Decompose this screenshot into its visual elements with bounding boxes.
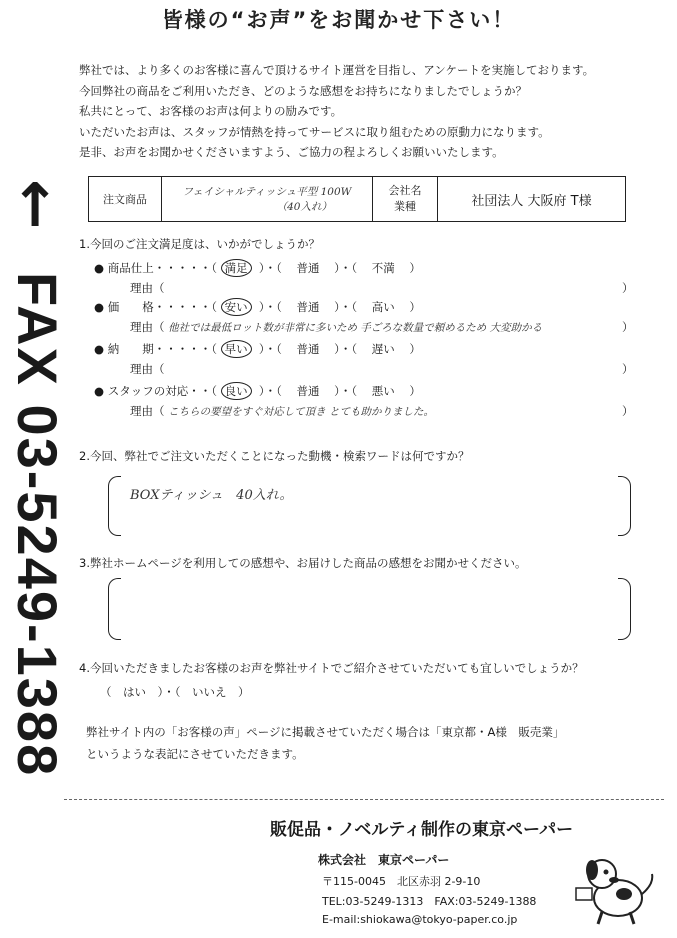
reason-close: ）: [622, 281, 634, 295]
product-value-line2: （40入れ）: [276, 201, 332, 213]
option-normal[interactable]: 普通: [296, 261, 320, 275]
product-label: 注文商品: [89, 177, 162, 222]
option-satisfied[interactable]: 満足: [221, 259, 252, 277]
q4-question: 4.今回いただきましたお客様のお声を弊社サイトでご紹介させていただいても宜しいでしょうか？: [79, 661, 584, 675]
answer-bracket-left: [108, 578, 121, 640]
option-cheap[interactable]: 安い: [221, 298, 252, 316]
q1-reason-staff[interactable]: [130, 403, 434, 419]
industry-label: 業種: [394, 200, 416, 213]
company-value[interactable]: 社団法人 大阪府 T様: [438, 177, 626, 222]
reason-close: ）: [622, 404, 634, 418]
divider: [64, 799, 664, 800]
answer-bracket-left: [108, 476, 121, 536]
option-slow[interactable]: 遅い: [371, 342, 395, 356]
reason-handwritten: 他社では最低ロット数が非常に多いため 手ごろな数量で頼めるため 大変助かる: [168, 322, 543, 334]
company-label: 会社名: [388, 184, 422, 197]
q1-reason-delivery[interactable]: [130, 361, 165, 377]
footer-address: 〒115-0045 北区赤羽 2-9-10: [322, 875, 481, 888]
notice-line: というような表記にさせていただきます。: [86, 747, 304, 761]
q4-options[interactable]: （ はい ）・（ いいえ ）: [100, 685, 250, 699]
intro-line: 弊社では、より多くのお客様に喜んで頂けるサイト運営を目指し、アンケートを実施しております。: [79, 63, 595, 77]
reason-label: 理由（: [130, 281, 165, 295]
option-good[interactable]: 良い: [221, 382, 252, 400]
reason-close: ）: [622, 320, 634, 334]
q1-item-label: ● 商品仕上・・・・・（: [94, 261, 217, 275]
footer-tel-fax: TEL:03-5249-1313 FAX:03-5249-1388: [322, 895, 537, 908]
q1-item-label: ● スタッフの対応・・（: [94, 384, 217, 398]
option-unsatisfied[interactable]: 不満: [371, 261, 395, 275]
q1-item-label: ● 価 格・・・・・（: [94, 300, 217, 314]
intro-line: いただいたお声は、スタッフが情熱を持ってサービスに取り組むための原動力になります。: [79, 124, 550, 139]
footer-company: 株式会社 東京ペーパー: [318, 853, 450, 867]
q3-question: 3.弊社ホームページを利用しての感想や、お届けした商品の感想をお聞かせください。: [79, 556, 527, 570]
q1-item-label: ● 納 期・・・・・（: [94, 342, 217, 356]
order-info-table: [88, 176, 626, 222]
footer-email[interactable]: E-mail:shiokawa@tokyo-paper.co.jp: [322, 913, 518, 926]
q1-item-quality: ● 商品仕上・・・・・（ 満足 ）・（ 普通 ）・（ 不満 ）: [94, 261, 421, 275]
option-normal[interactable]: 普通: [296, 342, 320, 356]
q2-answer[interactable]: BOXティッシュ 40入れ。: [130, 488, 293, 503]
product-value-line1: フェイシャルティッシュ平型 100W: [182, 186, 352, 198]
q2-question: 2.今回、弊社でご注文いただくことになった動機・検索ワードは何ですか？: [79, 449, 470, 463]
up-arrow-icon: ↑: [10, 171, 61, 241]
intro-text: [79, 60, 669, 163]
dog-mascot-icon: [572, 848, 662, 928]
answer-bracket-right: [618, 578, 631, 640]
reason-close: ）: [622, 362, 634, 376]
company-industry-label: [373, 177, 438, 222]
option-normal[interactable]: 普通: [296, 384, 320, 398]
intro-line: 今回弊社の商品をご利用いただき、どのような感想をお持ちになりましたでしょうか？: [79, 83, 528, 98]
answer-bracket-right: [618, 476, 631, 536]
reason-label: 理由（: [130, 362, 165, 376]
page-title: 皆様の“お声”をお聞かせ下さい！: [161, 8, 516, 32]
option-expensive[interactable]: 高い: [371, 300, 395, 314]
option-fast[interactable]: 早い: [221, 340, 252, 358]
reason-label: 理由（: [130, 320, 165, 334]
product-value[interactable]: [162, 177, 373, 222]
option-normal[interactable]: 普通: [296, 300, 320, 314]
q1-reason-quality[interactable]: [130, 280, 165, 296]
q1-item-price: ● 価 格・・・・・（ 安い ）・（ 普通 ）・（ 高い ）: [94, 300, 421, 314]
q3-answer[interactable]: [130, 590, 610, 630]
q1-item-staff: ● スタッフの対応・・（ 良い ）・（ 普通 ）・（ 悪い ）: [94, 384, 421, 398]
q1-reason-price[interactable]: [130, 319, 542, 335]
option-bad[interactable]: 悪い: [371, 384, 395, 398]
q1-question: 1.今回のご注文満足度は、いかがでしょうか？: [79, 237, 320, 251]
intro-line: 私共にとって、お客様のお声は何よりの励みです。: [79, 104, 343, 118]
reason-label: 理由（: [130, 404, 165, 418]
footer-title: 販促品・ノベルティ制作の東京ペーパー: [270, 820, 574, 840]
reason-handwritten: こちらの要望をすぐ対応して頂き とても助かりました。: [168, 406, 434, 418]
intro-line: 是非、お声をお聞かせくださいますよう、ご協力の程よろしくお願いいたします。: [79, 145, 504, 159]
notice-line: 弊社サイト内の「お客様の声」ページに掲載させていただく場合は「東京都・A様 販売業」: [86, 725, 565, 739]
q1-item-delivery: ● 納 期・・・・・（ 早い ）・（ 普通 ）・（ 遅い ）: [94, 342, 421, 356]
